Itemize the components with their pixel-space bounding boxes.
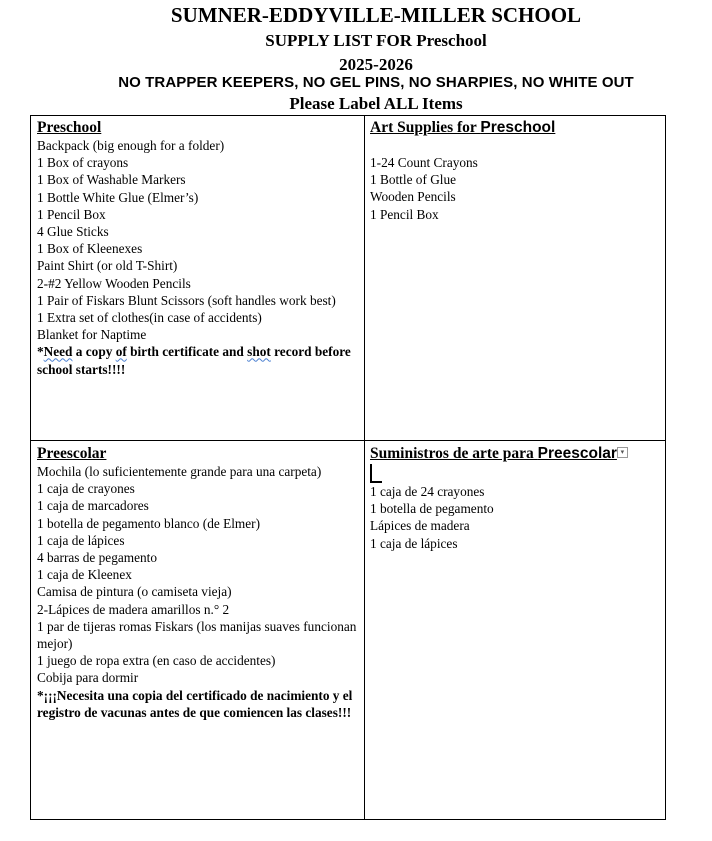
list-item: Wooden Pencils <box>370 189 456 205</box>
heading-text: Art Supplies for <box>370 119 481 136</box>
list-item: 1 par de tijeras romas Fiskars (los manijas suaves funcionan mejor) <box>37 618 357 652</box>
preescolar-heading: Preescolar <box>37 445 107 462</box>
list-item: 1 caja de Kleenex <box>37 567 132 583</box>
art-supplies-heading <box>370 118 660 137</box>
preschool-document-note <box>37 343 357 377</box>
list-item: 4 Glue Sticks <box>37 224 109 240</box>
list-item: 2-#2 Yellow Wooden Pencils <box>37 275 191 291</box>
list-item: Cobija para dormir <box>37 670 139 686</box>
dropdown-arrow-icon[interactable]: ▾ <box>617 447 628 458</box>
list-item: 2-Lápices de madera amarillos n.° 2 <box>37 601 230 617</box>
list-item: 1 caja de crayones <box>37 481 135 497</box>
list-item: 1 Pair of Fiskars Blunt Scissors (soft handles work best) <box>37 292 336 308</box>
list-item: 1 Bottle of Glue <box>370 172 457 188</box>
note-word: Need <box>43 344 73 360</box>
note-word: of <box>115 344 127 360</box>
list-item: Blanket for Naptime <box>37 327 147 343</box>
list-item: 1 Box of crayons <box>37 155 129 171</box>
list-item: Camisa de pintura (o camiseta vieja) <box>37 584 232 600</box>
list-item: 1 caja de lápices <box>37 532 125 548</box>
school-year: 2025-2026 <box>339 55 413 74</box>
list-item: 1 botella de pegamento blanco (de Elmer) <box>37 515 261 531</box>
school-name: SUMNER-EDDYVILLE-MILLER SCHOOL <box>170 3 582 27</box>
note-asterisk: * <box>37 344 44 360</box>
list-item: Paint Shirt (or old T-Shirt) <box>37 258 178 274</box>
list-item: 1 Pencil Box <box>370 206 439 222</box>
list-title: SUPPLY LIST FOR Preschool <box>265 31 487 50</box>
preschool-cell <box>37 118 357 378</box>
heading-emphasis: Preescolar <box>537 445 617 462</box>
label-items-note: Please Label ALL Items <box>289 94 463 113</box>
note-text: birth certificate and <box>126 344 248 360</box>
list-item: 1 Box of Washable Markers <box>37 172 186 188</box>
list-item: 1 Box of Kleenexes <box>37 241 143 257</box>
text-cursor[interactable] <box>370 464 382 483</box>
list-item: 1 botella de pegamento <box>370 501 494 517</box>
list-item: 1 caja de lápices <box>370 535 458 551</box>
suministros-cell <box>370 444 662 552</box>
table-column-divider <box>364 115 365 820</box>
list-item: 1 Extra set of clothes(in case of accidents) <box>37 310 262 326</box>
list-item: Mochila (lo suficientemente grande para una carpeta) <box>37 464 322 479</box>
heading-emphasis: Preschool <box>480 119 556 136</box>
note-word: shot <box>247 344 271 360</box>
suministros-heading <box>370 444 662 463</box>
list-item: 1 Bottle White Glue (Elmer’s) <box>37 189 199 205</box>
list-item: 1 caja de marcadores <box>37 498 149 514</box>
list-item: 1-24 Count Crayons <box>370 155 478 170</box>
prohibited-items-warning: NO TRAPPER KEEPERS, NO GEL PINS, NO SHARPIES, NO WHITE OUT <box>118 74 634 91</box>
list-item: 1 juego de ropa extra (en caso de accidentes) <box>37 653 276 669</box>
list-item: 4 barras de pegamento <box>37 550 157 566</box>
list-item: 1 caja de 24 crayones <box>370 484 485 499</box>
note-text: record before school starts!!!! <box>37 344 351 377</box>
preescolar-document-note: *¡¡¡Necesita una copia del certificado de nacimiento y el registro de vacunas antes de que comiencen las clases!!! <box>37 687 353 720</box>
preescolar-cell <box>37 444 359 721</box>
list-item: Lápices de madera <box>370 518 470 534</box>
preschool-heading: Preschool <box>37 119 102 136</box>
heading-text: Suministros de arte para <box>370 445 538 462</box>
list-item: 1 Pencil Box <box>37 206 106 222</box>
blank-line <box>370 137 660 154</box>
art-supplies-cell <box>370 118 660 223</box>
note-text: a copy <box>72 344 116 360</box>
list-item: Backpack (big enough for a folder) <box>37 138 225 153</box>
table-row-divider <box>30 440 666 441</box>
